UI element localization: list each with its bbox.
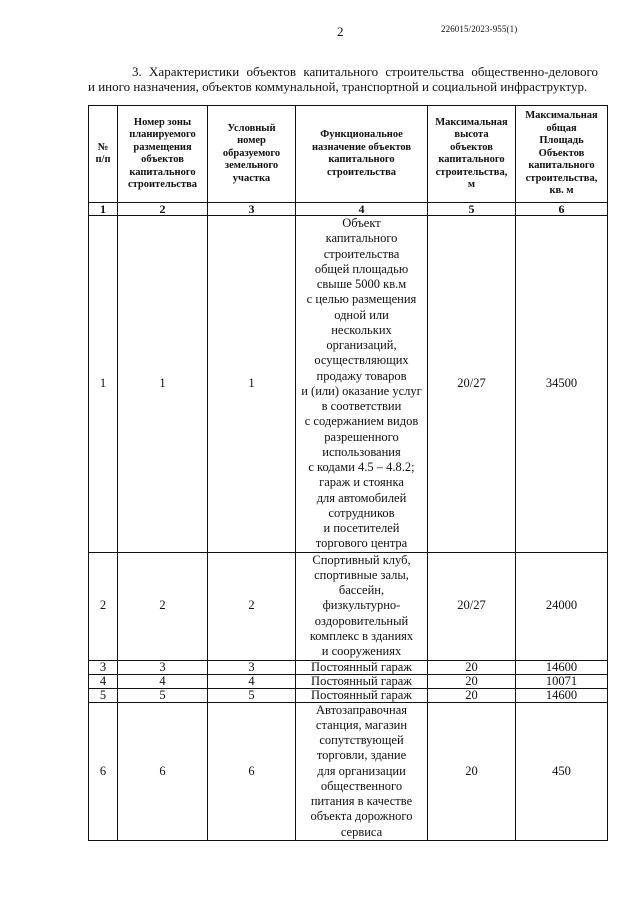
zone-number-cell: 1	[118, 216, 208, 553]
cell-line: номер	[237, 135, 266, 147]
header-max-height	[428, 106, 516, 203]
cell-line: и сооружениях	[321, 644, 402, 659]
max-height-cell: 20/27	[428, 552, 516, 660]
cell-line: капитального	[328, 154, 395, 165]
cell-line: с целью размещения	[306, 292, 417, 307]
function-cell	[296, 674, 428, 688]
row-number-cell: 1	[89, 216, 118, 553]
cell-line: строительства	[323, 246, 400, 261]
cell-line: с содержанием видов	[304, 414, 419, 429]
heading-line-1: 3. Характеристики объектов капитального строительства общественно-делового	[132, 64, 598, 79]
table-row	[89, 674, 608, 688]
cell-line: земельного	[224, 160, 279, 172]
cell-line: Площадь	[539, 135, 584, 147]
cell-line: для автомобилей	[316, 490, 407, 505]
function-cell	[296, 660, 428, 674]
zone-number-cell: 6	[118, 702, 208, 840]
cell-line: строительства,	[435, 166, 508, 178]
cell-line: общественного	[320, 778, 403, 793]
cell-line: организаций,	[326, 338, 397, 352]
cell-line: образуемого	[222, 147, 281, 159]
characteristics-table	[88, 105, 608, 841]
cell-line: свыше 5000 кв.м	[316, 277, 407, 291]
column-number-cell: 4	[296, 203, 428, 216]
table-row	[89, 688, 608, 702]
max-height-cell: 20	[428, 660, 516, 674]
cell-line: для организации	[317, 763, 406, 778]
row-number-cell: 5	[89, 688, 118, 702]
column-number-cell: 1	[89, 203, 118, 216]
cell-line: Автозаправочная	[316, 702, 407, 717]
max-height-cell: 20	[428, 702, 516, 840]
cell-line: одной или	[334, 307, 389, 322]
cell-line: Объектов	[538, 147, 585, 159]
header-function	[296, 106, 428, 203]
max-area-cell: 34500	[516, 216, 608, 553]
cell-line: Условный	[227, 122, 276, 134]
cell-line: общая	[546, 122, 577, 134]
cell-line: строительства,	[525, 172, 598, 184]
header-plot	[208, 106, 296, 203]
cell-line: оздоровительный	[314, 613, 409, 628]
cell-line: капитального	[438, 154, 505, 165]
function-cell	[296, 552, 428, 660]
cell-line: высота	[454, 129, 489, 140]
cell-line: строительства	[127, 179, 198, 190]
zone-number-cell: 2	[118, 552, 208, 660]
function-cell	[296, 702, 428, 840]
page-number: 2	[337, 24, 344, 39]
header-max-area	[516, 106, 608, 203]
header-zone	[118, 106, 208, 203]
row-number-cell: 6	[89, 702, 118, 840]
cell-line: Постоянный гараж	[311, 659, 412, 674]
column-number-cell: 5	[428, 203, 516, 216]
cell-line: использования	[322, 444, 401, 459]
plot-number-cell: 3	[208, 660, 296, 674]
column-number-cell: 6	[516, 203, 608, 216]
table-row	[89, 216, 608, 553]
function-cell	[296, 216, 428, 553]
max-area-cell: 10071	[516, 674, 608, 688]
max-area-cell: 14600	[516, 660, 608, 674]
cell-line: Объект	[342, 216, 381, 230]
column-number-cell: 2	[118, 203, 208, 216]
max-height-cell: 20/27	[428, 216, 516, 553]
cell-line: комплекс в зданиях	[309, 628, 414, 643]
cell-line: капитального	[325, 231, 398, 246]
cell-line: объекта дорожного	[310, 809, 413, 824]
heading-line-2: и иного назначения, объектов коммунальной, транспортной и социальной инфраструктур.	[88, 79, 588, 94]
max-height-cell: 20	[428, 688, 516, 702]
table-row	[89, 552, 608, 660]
cell-line: объектов	[141, 154, 184, 165]
cell-line: нескольких	[331, 322, 392, 337]
cell-line: объектов	[450, 141, 493, 153]
cell-line: Функциональное	[320, 129, 403, 140]
cell-line: и посетителей	[323, 521, 400, 535]
table-body	[89, 216, 608, 841]
cell-line: Постоянный гараж	[311, 687, 412, 702]
header-row	[89, 106, 608, 203]
cell-line: назначение объектов	[311, 141, 412, 153]
cell-line: строительства	[326, 166, 397, 178]
column-number-row	[89, 203, 608, 216]
cell-line: спортивные залы,	[314, 567, 409, 582]
cell-line: кв. м	[549, 185, 574, 197]
cell-line: Спортивный клуб,	[312, 552, 411, 567]
cell-line: капитального	[129, 166, 196, 178]
max-area-cell: 450	[516, 702, 608, 840]
cell-line: Номер зоны	[133, 116, 192, 128]
zone-number-cell: 4	[118, 674, 208, 688]
cell-line: торгового центра	[315, 536, 408, 551]
cell-line: продажу товаров	[316, 368, 407, 383]
cell-line: сервиса	[340, 824, 383, 839]
cell-line: физкультурно-	[322, 598, 401, 613]
plot-number-cell: 4	[208, 674, 296, 688]
zone-number-cell: 3	[118, 660, 208, 674]
plot-number-cell: 5	[208, 688, 296, 702]
cell-line: сотрудников	[328, 505, 395, 520]
cell-line: в соответствии	[321, 399, 402, 413]
plot-number-cell: 6	[208, 702, 296, 840]
cell-line: размещения	[133, 141, 192, 153]
row-number-cell: 3	[89, 660, 118, 674]
function-cell	[296, 688, 428, 702]
table-header	[89, 106, 608, 216]
cell-line: и (или) оказание услуг	[301, 383, 422, 398]
max-area-cell: 14600	[516, 688, 608, 702]
cell-line: Максимальная	[525, 110, 598, 122]
cell-line: разрешенного	[324, 429, 399, 444]
row-number-cell: 2	[89, 552, 118, 660]
max-height-cell: 20	[428, 674, 516, 688]
cell-line: Постоянный гараж	[311, 673, 412, 688]
table-row	[89, 702, 608, 840]
column-number-cell: 3	[208, 203, 296, 216]
zone-number-cell: 5	[118, 688, 208, 702]
cell-line: станция, магазин	[315, 717, 408, 732]
plot-number-cell: 1	[208, 216, 296, 553]
cell-line: общей площадью	[314, 261, 409, 276]
cell-line: Максимальная	[435, 116, 508, 128]
cell-line: осуществляющих	[314, 353, 409, 368]
plot-number-cell: 2	[208, 552, 296, 660]
document-number: 226015/2023-955(1)	[441, 24, 518, 34]
row-number-cell: 4	[89, 674, 118, 688]
cell-line: гараж и стоянка	[319, 475, 404, 490]
cell-line: планируемого	[129, 129, 196, 140]
cell-line: с кодами 4.5 – 4.8.2;	[308, 460, 415, 474]
max-area-cell: 24000	[516, 552, 608, 660]
cell-line: сопутствующей	[319, 733, 404, 747]
cell-line: бассейн,	[338, 583, 385, 598]
section-heading	[88, 64, 598, 94]
cell-line: №	[97, 141, 109, 153]
cell-line: торговли, здание	[316, 748, 407, 763]
cell-line: капитального	[528, 160, 595, 172]
table-row	[89, 660, 608, 674]
cell-line: м	[467, 179, 476, 190]
header-number	[89, 106, 118, 203]
cell-line: питания в качестве	[310, 794, 413, 808]
cell-line: участка	[232, 172, 271, 184]
cell-line: п/п	[95, 154, 111, 165]
